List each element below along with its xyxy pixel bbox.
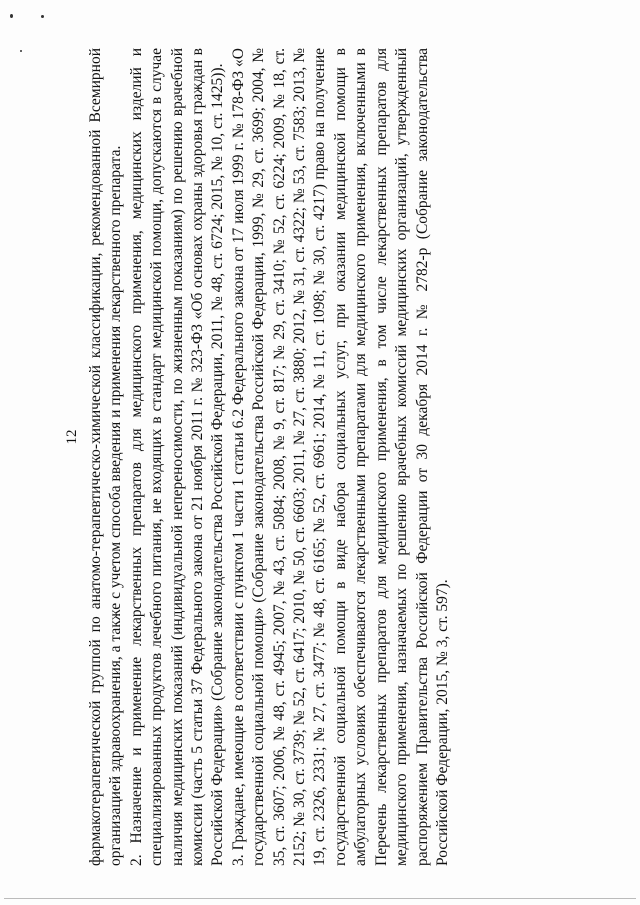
scan-speck	[10, 14, 13, 18]
rotated-text-block	[62, 48, 453, 866]
paragraph-2: 2. Назначение и применение лекарственных препаратов для медицинского применения, медицинских изделий и специализированных продуктов лечебного питания, не входящих в стандарт медицинской помощи, допускаются в случае наличия медицинских показаний (индивидуальной непереносимости, по жизненным показаниям) по решению врачебной комиссии (часть 5 статьи 37 Федерального закона от 21 ноября 2011 г. № 323-ФЗ «Об основах охраны здоровья граждан в Российской Федерации» (Собрание законодательства Российской Федерации, 2011, № 48, ст. 6724; 2015, № 10, ст. 1425)).	[127, 48, 227, 866]
scan-speck	[41, 15, 44, 18]
paragraph-3: 3. Граждане, имеющие в соответствии с пунктом 1 части 1 статьи 6.2 Федерального закона от 17 июля 1999 г. № 178-ФЗ «О государственной социальной помощи» (Собрание законодательства Российской Федерации, 1999, № 29, ст. 3699; 2004, № 35, ст. 3607; 2006, № 48, ст. 4945; 2007, № 43, ст. 5084; 2008, № 9, ст. 817; № 29, ст. 3410; № 52, ст. 6224; 2009, № 18, ст. 2152; № 30, ст. 3739; № 52, ст. 6417; 2010, № 50, ст. 6603; 2011, № 27, ст. 3880; 2012, № 31, ст. 4322; № 53, ст. 7583; 2013, № 19, ст. 2326, 2331; № 27, ст. 3477; № 48, ст. 6165; № 52, ст. 6961; 2014, № 11, ст. 1098; № 30, ст. 4217) право на получение государственной социальной помощи в виде набора социальных услуг, при оказании медицинской помощи в амбулаторных условиях обеспечиваются лекарственными препаратами для медицинского применения, включенными в Перечень лекарственных препаратов для медицинского применения, в том числе лекарственных препаратов для медицинского применения, назначаемых по решению врачебных комиссий медицинских организаций, утвержденный распоряжением Правительства Российской Федерации от 30 декабря 2014 г. № 2782-р (Собрание законодательства Российской Федерации, 2015, № 3, ст. 597).	[229, 48, 451, 866]
page-number: 12	[64, 429, 80, 445]
scan-edge	[4, 898, 636, 899]
scan-speck	[20, 50, 22, 52]
paragraph-continuation: фармакотерапевтической группой по анатомо-терапевтическо-химической классификации, рекомендованной Всемирной организацией здравоохранения, а также с учетом способа введения и применения лекарственного препарата.	[87, 48, 125, 866]
